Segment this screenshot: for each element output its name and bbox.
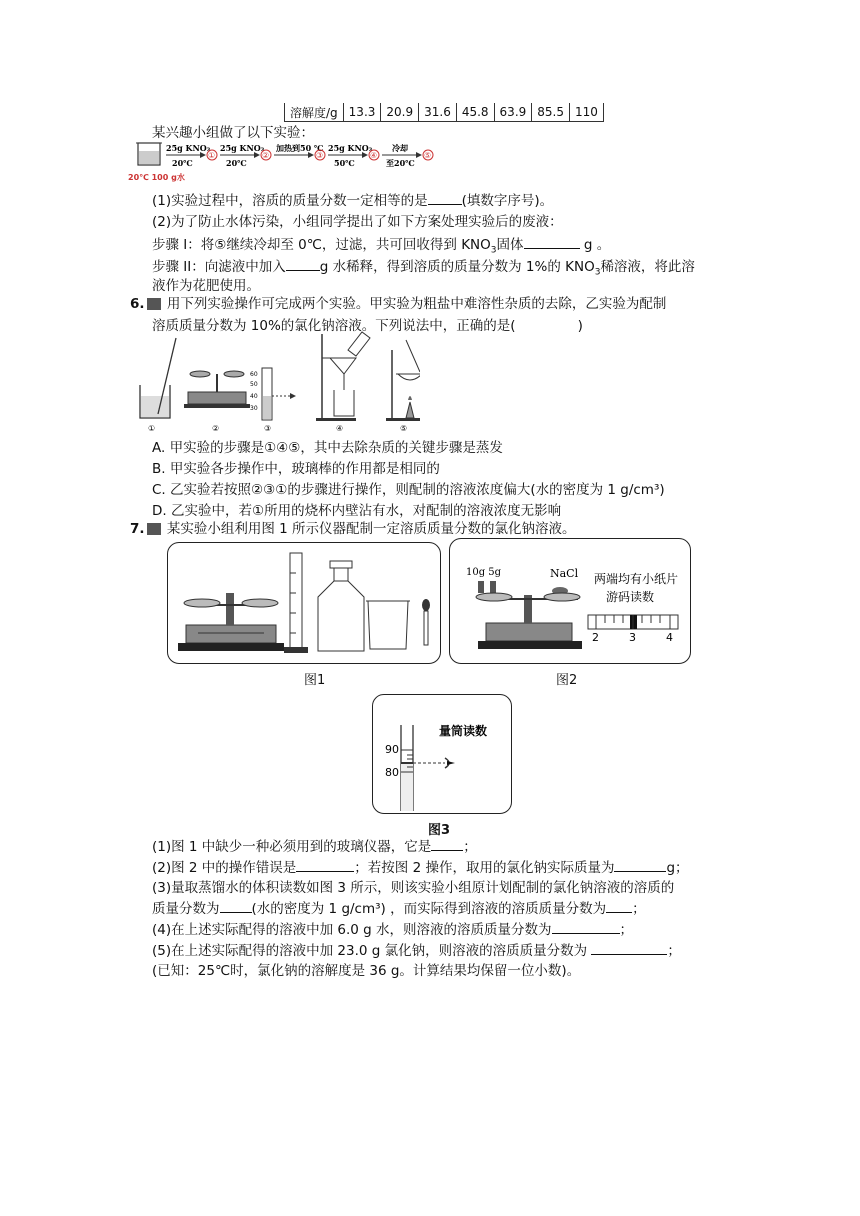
answer-blank[interactable]	[431, 836, 463, 851]
figure-1-caption: 图1	[304, 673, 326, 688]
q5-step1: 步骤 I：将⑤继续冷却至 0℃，过滤，共可回收得到 $KNO_3$固体 g 。	[152, 234, 610, 261]
flow-step-top: 25g KNO₃	[166, 143, 211, 153]
figure-label: ①	[148, 424, 156, 433]
figure-2-frame	[449, 538, 691, 664]
table-cell: 63.9	[494, 103, 532, 122]
beaker-icon	[136, 143, 162, 165]
cylinder-tick: 80	[385, 766, 399, 779]
figure-1-apparatus	[168, 543, 440, 663]
flow-node: ①	[208, 151, 216, 160]
graduated-cylinder-icon	[284, 553, 308, 653]
q7-part3-line2: 质量分数为 (水的密度为 1 g/cm³) ，而实际得到溶液的溶质质量分数为 ；	[152, 898, 646, 919]
answer-blank[interactable]	[524, 234, 580, 249]
balance-icon	[178, 593, 284, 651]
reagent-bottle-icon	[318, 561, 364, 651]
flow-step-bottom: 20℃	[226, 158, 247, 168]
scale-label: 3	[629, 631, 636, 644]
cylinder-tick: 40	[250, 393, 258, 400]
dropper-icon	[422, 599, 430, 645]
fig3-title: 量筒读数	[439, 724, 488, 738]
flow-step-top: 冷却	[392, 143, 408, 153]
figure-label: ②	[212, 424, 220, 433]
figure-1-frame	[167, 542, 441, 664]
weights-label: 10g 5g	[466, 567, 502, 578]
table-cell: 85.5	[532, 103, 570, 122]
figure-3-apparatus	[373, 695, 511, 813]
q5-step2-line2: 液作为花肥使用。	[152, 278, 260, 294]
answer-blank[interactable]	[606, 898, 632, 913]
scale-label: 4	[666, 631, 673, 644]
q5-intro: 某兴趣小组做了以下实验：	[152, 125, 314, 141]
flow-step-bottom: 20℃	[172, 158, 193, 168]
balance-icon	[476, 581, 582, 649]
evaporation-icon	[386, 340, 420, 421]
q7-part6: (已知：25℃时，氯化钠的溶解度是 36 g。计算结果均保留一位小数)。	[152, 963, 581, 979]
q7-part4: (4)在上述实际配得的溶液中加 6.0 g 水，则溶液的溶质质量分数为 ；	[152, 919, 633, 940]
cylinder-tick: 30	[250, 405, 258, 412]
flow-start-label: 20℃ 100 g水	[128, 173, 185, 182]
answer-blank[interactable]	[296, 857, 354, 872]
q6-apparatus-figure	[130, 330, 420, 434]
flow-node: ④	[370, 151, 378, 160]
answer-blank[interactable]	[428, 190, 462, 205]
flow-step-top: 加热到50 ℃	[276, 143, 324, 153]
table-cell: 20.9	[381, 103, 419, 122]
answer-blank[interactable]	[614, 857, 666, 872]
table-cell: 31.6	[419, 103, 457, 122]
table-cell: 45.8	[456, 103, 494, 122]
table-header: 溶解度/g	[285, 103, 344, 122]
table-cell: 110	[569, 103, 603, 122]
figure-3-frame	[372, 694, 512, 814]
q7-part1: (1)图 1 中缺少一种必须用到的玻璃仪器，它是 ；	[152, 836, 477, 857]
q6-stem-line1: 6. 用下列实验操作可完成两个实验。甲实验为粗盐中难溶性杂质的去除，乙实验为配制	[130, 296, 667, 312]
figure-2-caption: 图2	[556, 673, 578, 688]
flow-step-bottom: 50℃	[334, 158, 355, 168]
q6-option-a[interactable]: A. 甲实验的步骤是①④⑤，其中去除杂质的关键步骤是蒸发	[152, 440, 503, 456]
q7-part3: (3)量取蒸馏水的体积读数如图 3 所示，则该实验小组原计划配制的氯化钠溶液的溶质的	[152, 880, 675, 896]
note-rider-label: 游码读数	[606, 590, 655, 604]
figure-2-apparatus	[450, 539, 690, 663]
answer-blank[interactable]	[286, 256, 320, 271]
flow-step-top: 25g KNO₃	[328, 143, 373, 153]
figure-label: ④	[336, 424, 344, 433]
q5-step2: 步骤 II：向滤液中加入 g 水稀释，得到溶质的质量分数为 1%的 $KNO_3$稀溶液，将此溶	[152, 256, 695, 283]
solubility-table	[284, 103, 604, 122]
cylinder-tick: 60	[250, 371, 258, 378]
flow-step-top: 25g KNO₃	[220, 143, 265, 153]
eye-icon	[445, 758, 455, 768]
q7-part5: (5)在上述实际配得的溶液中加 23.0 g 氯化钠，则溶液的溶质质量分数为 ；	[152, 940, 681, 961]
difficulty-icon	[147, 298, 161, 310]
filtration-icon	[316, 332, 370, 421]
q6-option-d[interactable]: D. 乙实验中，若①所用的烧杯内壁沾有水，对配制的溶液浓度无影响	[152, 503, 562, 519]
answer-blank[interactable]	[220, 898, 252, 913]
flow-node: ⑤	[424, 151, 432, 160]
cylinder-tick: 50	[250, 381, 258, 388]
nacl-label: NaCl	[550, 567, 579, 580]
graduated-cylinder-icon	[262, 368, 296, 420]
beaker-stir-icon	[140, 338, 176, 418]
q6-option-b[interactable]: B. 甲实验各步操作中，玻璃棒的作用都是相同的	[152, 461, 440, 477]
flow-node: ③	[316, 151, 324, 160]
answer-blank[interactable]	[591, 940, 667, 955]
flow-node: ②	[262, 151, 270, 160]
scale-label: 2	[592, 631, 599, 644]
figure-label: ③	[264, 424, 272, 433]
answer-blank[interactable]	[552, 919, 620, 934]
flow-step-bottom: 至20℃	[386, 158, 415, 168]
q6-option-c[interactable]: C. 乙实验若按照②③①的步骤进行操作，则配制的溶液浓度偏大(水的密度为 1 g/cm³)	[152, 482, 665, 498]
note-paper-label: 两端均有小纸片	[594, 572, 679, 586]
q5-part2: (2)为了防止水体污染，小组同学提出了如下方案处理实验后的废液：	[152, 214, 563, 230]
q7-part2: (2)图 2 中的操作错误是 ；若按图 2 操作，取用的氯化钠实际质量为 g；	[152, 857, 689, 878]
q7-stem: 7. 某实验小组利用图 1 所示仪器配制一定溶质质量分数的氯化钠溶液。	[130, 521, 576, 537]
figure-label: ⑤	[400, 424, 408, 433]
figure-3-caption: 图3	[428, 823, 451, 838]
q5-flow-diagram	[128, 140, 438, 190]
rider-scale	[588, 615, 678, 629]
balance-icon	[184, 371, 250, 408]
table-cell: 13.3	[343, 103, 381, 122]
difficulty-icon	[147, 523, 161, 535]
beaker-icon	[366, 601, 410, 649]
q6-stem-line2: 溶质质量分数为 10%的氯化钠溶液。下列说法中，正确的是( )	[152, 318, 583, 334]
q5-part1: (1)实验过程中，溶质的质量分数一定相等的是 (填数字序号)。	[152, 190, 553, 211]
cylinder-tick: 90	[385, 743, 399, 756]
